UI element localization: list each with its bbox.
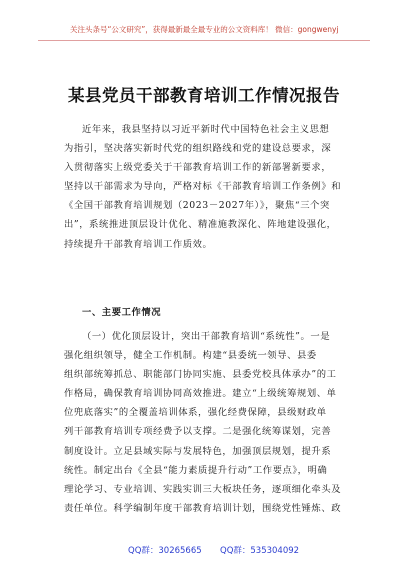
intro-line: 为指引，坚决落实新时代党的组织路线和党的建设总要求，深 <box>64 143 332 155</box>
section-heading: 一、主要工作情况 <box>82 307 162 318</box>
body-line: 统性。制定出台《全县“能力素质提升行动”工作要点》，明确 <box>64 464 328 476</box>
intro-paragraph <box>64 120 350 254</box>
section-one <box>64 303 350 322</box>
intro-line: 《全国干部教育培训规划（2023－2027年）》，聚焦“三个突 <box>64 200 330 212</box>
body-line: 作格局，确保教育培训协同高效推进。建立“上级统筹规划、单 <box>64 388 337 400</box>
body-line: 组织部统筹抓总、职能部门协同实施、县委党校具体承办”的工 <box>64 369 337 381</box>
section-one-body <box>64 327 350 518</box>
document-title: 某县党员干部教育培训工作情况报告 <box>68 86 340 105</box>
intro-line: 近年来，我县坚持以习近平新时代中国特色社会主义思想 <box>82 124 330 135</box>
body-line: 强化组织领导，健全工作机制。构建“县委统一领导、县委 <box>64 350 317 362</box>
header-banner: 关注头条号“公文研究”，获得最新最全最专业的公文资料库！ 微信：gongwenyj <box>70 25 339 34</box>
body-line: （一）优化顶层设计，突出干部教育培训“系统性”。一是 <box>82 331 331 342</box>
page-footer <box>0 544 408 564</box>
header-divider <box>38 40 370 41</box>
intro-line: 出”，系统推进顶层设计优化、精准施教深化、阵地建设强化， <box>64 219 337 231</box>
body-line: 位兜底落实”的全覆盖培训体系，强化经费保障，县级财政单 <box>64 407 327 419</box>
body-line: 制度设计。立足县域实际与发展特色，加强顶层规划，提升系 <box>64 445 332 457</box>
body-line: 责任单位。科学编制年度干部教育培训计划，围绕党性锤炼、政 <box>64 502 342 514</box>
intro-line: 坚持以干部需求为导向，严格对标《干部教育培训工作条例》和 <box>64 181 342 193</box>
intro-line: 持续提升干部教育培训工作质效。 <box>64 238 213 250</box>
body-line: 理论学习、专业培训、实践实训三大板块任务，逐项细化牵头及 <box>64 483 342 495</box>
intro-line: 入贯彻落实上级党委关于干部教育培训工作的新部署新要求， <box>64 162 332 174</box>
footer-qq-group-2: QQ群：535304092 <box>220 546 300 556</box>
footer-qq-group-1: QQ群：30265665 <box>128 546 202 556</box>
body-line: 列干部教育培训专项经费予以支撑。二是强化统筹谋划，完善 <box>64 426 332 438</box>
page-header <box>0 0 408 42</box>
